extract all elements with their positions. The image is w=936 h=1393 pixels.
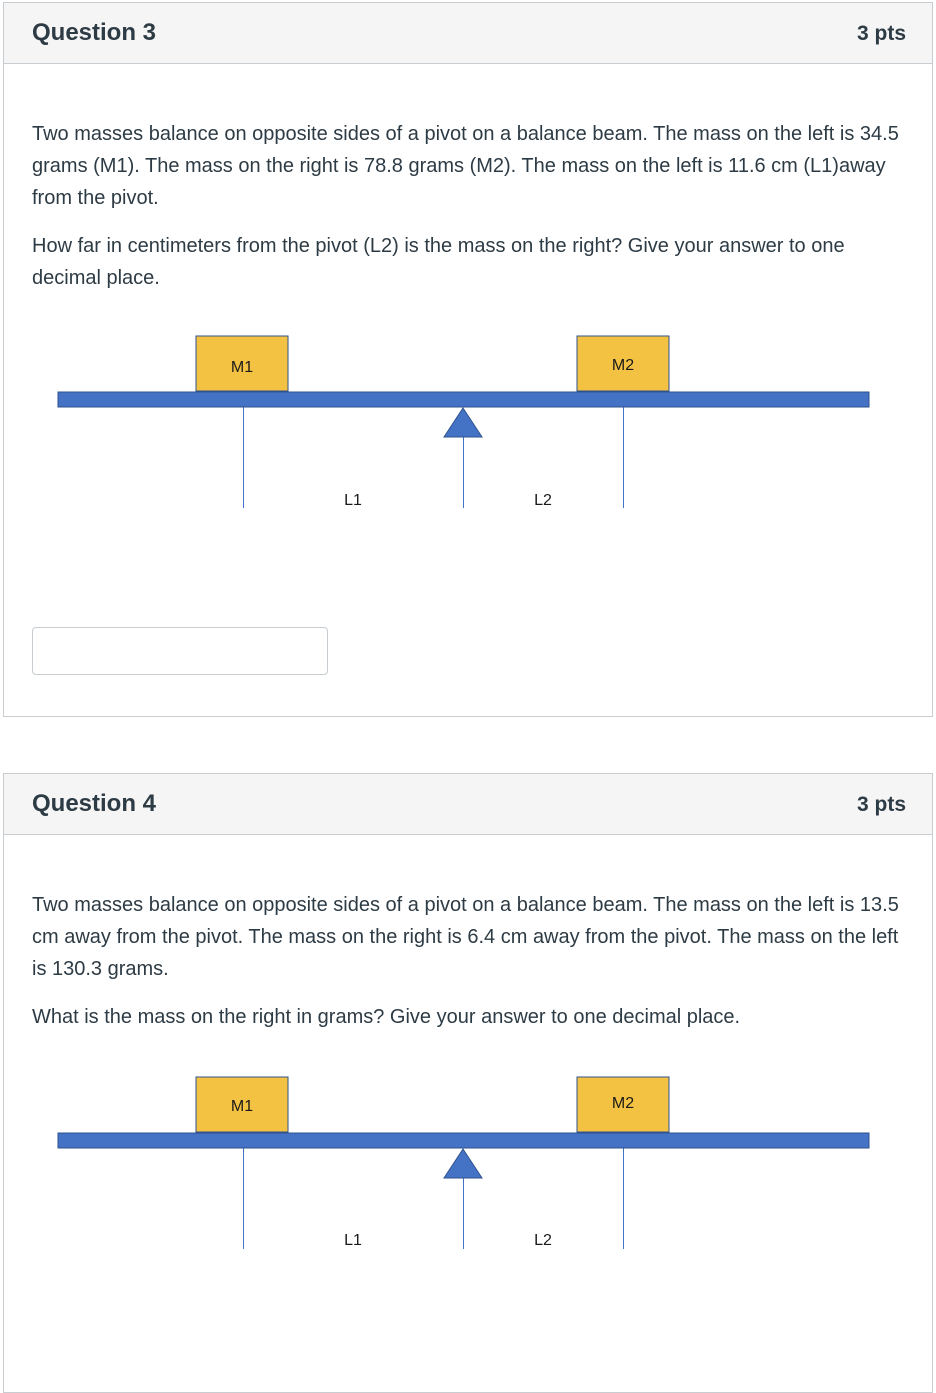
m2-label: M2 bbox=[611, 357, 635, 374]
m2-label: M2 bbox=[611, 1095, 635, 1112]
question-header bbox=[4, 3, 932, 64]
balance-beam-diagram bbox=[4, 332, 932, 512]
l1-label: L1 bbox=[344, 1232, 362, 1249]
question-points: 3 pts bbox=[856, 793, 906, 816]
question-prompt-paragraph: What is the mass on the right in grams? Give your answer to one decimal place. bbox=[32, 1006, 741, 1028]
m1-label: M1 bbox=[230, 1098, 254, 1115]
question-prompt-paragraph: How far in centimeters from the pivot (L2) is the mass on the right? Give your answer to one decimal place. bbox=[32, 235, 845, 289]
pivot-triangle bbox=[444, 1149, 482, 1178]
l1-label: L1 bbox=[344, 492, 362, 509]
m1-label: M1 bbox=[230, 359, 254, 376]
question-text-paragraph: Two masses balance on opposite sides of a pivot on a balance beam. The mass on the left is 13.5 cm away from the pivot. The mass on the right is 6.4 cm away from the pivot. The mass on the left is 130.3 grams. bbox=[32, 894, 899, 980]
answer-input[interactable] bbox=[32, 627, 328, 675]
question-text-paragraph: Two masses balance on opposite sides of a pivot on a balance beam. The mass on the left is 34.5 grams (M1). The mass on the right is 78.8 grams (M2). The mass on the left is 11.6 cm (L1)away from the pivot. bbox=[32, 123, 899, 209]
l2-label: L2 bbox=[534, 492, 552, 509]
balance-beam-diagram bbox=[4, 1073, 932, 1253]
balance-beam bbox=[58, 392, 869, 407]
question-points: 3 pts bbox=[856, 22, 906, 45]
question-3-card bbox=[3, 2, 933, 717]
l2-label: L2 bbox=[534, 1232, 552, 1249]
question-title: Question 4 bbox=[32, 790, 157, 817]
pivot-triangle bbox=[444, 408, 482, 437]
question-4-card bbox=[3, 773, 933, 1393]
question-header bbox=[4, 774, 932, 835]
balance-beam bbox=[58, 1133, 869, 1148]
question-title: Question 3 bbox=[32, 19, 157, 46]
